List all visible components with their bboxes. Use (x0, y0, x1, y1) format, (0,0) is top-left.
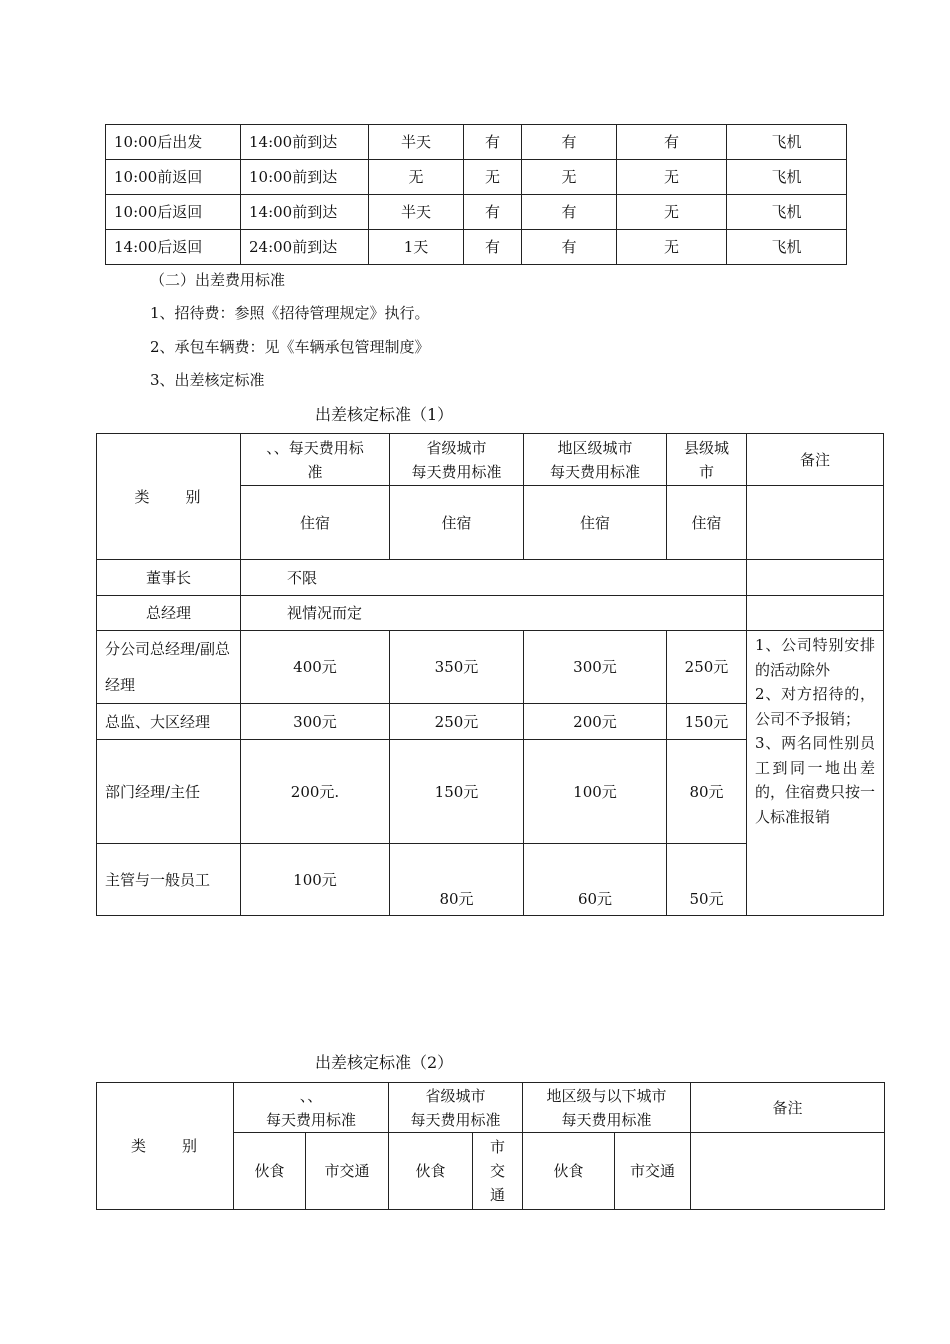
category-header: 类 别 (97, 1083, 234, 1210)
amount-cell: 100元 (241, 844, 390, 916)
amount-cell: 200元 (524, 704, 667, 740)
table2-caption: 出差核定标准（2） (315, 1053, 454, 1072)
amount-cell: 300元 (524, 631, 667, 704)
remark-line: 2、对方招待的，公司不予报销； (755, 685, 875, 728)
remark-line: 1、公司特别安排的活动除外 (755, 636, 875, 679)
entertainment-fee-item: 1、招待费：参照《招待管理规定》执行。 (150, 304, 430, 322)
food-subheader: 伙食 (523, 1133, 615, 1210)
col1-header: 、、 每天费用标准 (234, 1083, 389, 1133)
allowance-c-cell: 无 (617, 230, 727, 265)
table1-caption: 出差核定标准（1） (315, 405, 454, 424)
transport-mode-cell: 飞机 (727, 160, 847, 195)
allowance-c-cell: 有 (617, 125, 727, 160)
amount-cell: 80元 (667, 740, 747, 844)
arrival-time-cell: 14:00前到达 (241, 195, 369, 230)
category-header: 类 别 (97, 434, 241, 560)
table-row (106, 125, 847, 160)
amount-cell: 50元 (667, 844, 747, 916)
table-row (106, 160, 847, 195)
row-label: 主管与一般员工 (97, 844, 241, 916)
remark-line: 3、两名同性别员工到同一地出差的，住宿费只按一人标准报销 (755, 734, 876, 826)
transport-subheader: 市交通 (473, 1133, 523, 1210)
lodging-subheader: 住宿 (524, 486, 667, 560)
amount-cell: 100元 (524, 740, 667, 844)
allowance-c-cell: 无 (617, 160, 727, 195)
arrival-time-cell: 14:00前到达 (241, 125, 369, 160)
allowance-b-cell: 有 (522, 125, 617, 160)
depart-return-time-cell: 10:00前返回 (106, 160, 241, 195)
amount-cell: 150元 (390, 740, 524, 844)
transport-subheader: 市交通 (615, 1133, 691, 1210)
amount-cell: 250元 (390, 704, 524, 740)
lodging-subheader: 住宿 (241, 486, 390, 560)
allowance-c-cell: 无 (617, 195, 727, 230)
amount-cell: 400元 (241, 631, 390, 704)
remark-empty-cell (747, 596, 884, 631)
row-label: 分公司总经理/副总经理 (97, 631, 241, 704)
depart-return-time-cell: 14:00后返回 (106, 230, 241, 265)
subsidy-days-cell: 1天 (369, 230, 464, 265)
transport-mode-cell: 飞机 (727, 195, 847, 230)
gm-label: 总经理 (97, 596, 241, 631)
transport-subheader: 市交通 (306, 1133, 389, 1210)
lodging-subheader: 住宿 (667, 486, 747, 560)
amount-cell: 200元. (241, 740, 390, 844)
remark-notes (747, 631, 884, 916)
remark-header: 备注 (691, 1083, 885, 1133)
amount-cell: 150元 (667, 704, 747, 740)
county-city-header: 县级城 市 (667, 434, 747, 486)
allowance-b-cell: 有 (522, 195, 617, 230)
provincial-city-header: 省级城市 每天费用标准 (390, 434, 524, 486)
travel-standard-table-1 (96, 433, 884, 916)
remark-header: 备注 (747, 434, 884, 486)
col1-header: 、、每天费用标 准 (241, 434, 390, 486)
allowance-b-cell: 无 (522, 160, 617, 195)
depart-return-time-cell: 10:00后返回 (106, 195, 241, 230)
prefecture-city-header: 地区级城市 每天费用标准 (524, 434, 667, 486)
allowance-a-cell: 无 (464, 160, 522, 195)
vehicle-fee-item: 2、承包车辆费：见《车辆承包管理制度》 (150, 338, 430, 356)
subsidy-days-cell: 无 (369, 160, 464, 195)
allowance-a-cell: 有 (464, 125, 522, 160)
depart-return-time-cell: 10:00后出发 (106, 125, 241, 160)
lodging-subheader: 住宿 (390, 486, 524, 560)
allowance-a-cell: 有 (464, 230, 522, 265)
amount-cell: 300元 (241, 704, 390, 740)
travel-standard-table-2 (96, 1082, 885, 1210)
arrival-time-cell: 24:00前到达 (241, 230, 369, 265)
prefecture-and-below-header: 地区级与以下城市 每天费用标准 (523, 1083, 691, 1133)
allowance-b-cell: 有 (522, 230, 617, 265)
allowance-a-cell: 有 (464, 195, 522, 230)
amount-cell: 350元 (390, 631, 524, 704)
table-row (106, 195, 847, 230)
gm-value: 视情况而定 (241, 596, 747, 631)
subsidy-days-cell: 半天 (369, 125, 464, 160)
chairman-label: 董事长 (97, 560, 241, 596)
remark-empty-cell (747, 560, 884, 596)
travel-standard-item: 3、出差核定标准 (150, 371, 265, 389)
row-label: 部门经理/主任 (97, 740, 241, 844)
transport-mode-cell: 飞机 (727, 125, 847, 160)
remark-empty-cell (747, 486, 884, 560)
travel-time-table (105, 124, 847, 265)
section-heading: （二）出差费用标准 (150, 271, 286, 289)
amount-cell: 60元 (524, 844, 667, 916)
chairman-value: 不限 (241, 560, 747, 596)
subsidy-days-cell: 半天 (369, 195, 464, 230)
arrival-time-cell: 10:00前到达 (241, 160, 369, 195)
food-subheader: 伙食 (234, 1133, 306, 1210)
table-row (106, 230, 847, 265)
amount-cell: 250元 (667, 631, 747, 704)
provincial-city-header: 省级城市 每天费用标准 (389, 1083, 523, 1133)
amount-cell: 80元 (390, 844, 524, 916)
transport-mode-cell: 飞机 (727, 230, 847, 265)
row-label: 总监、大区经理 (97, 704, 241, 740)
food-subheader: 伙食 (389, 1133, 473, 1210)
remark-empty-cell (691, 1133, 885, 1210)
